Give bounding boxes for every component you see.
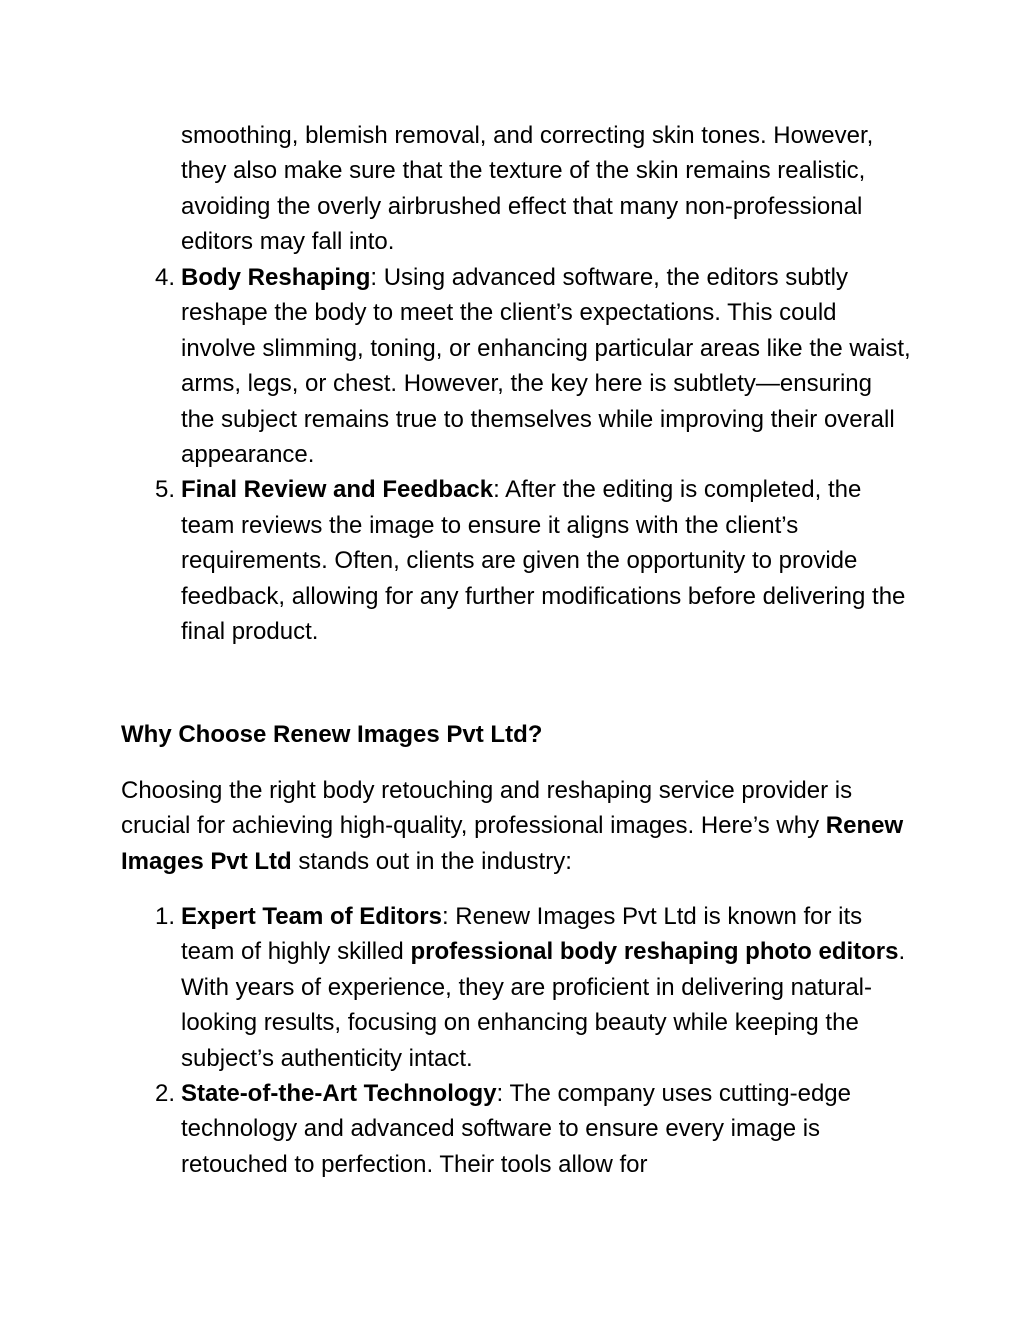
list-item xyxy=(154,260,911,472)
list-item-text: : After the editing is completed, the team reviews the image to ensure it aligns with the client’s requirements. Often, clients are given the opportunity to provide feedback, allowing for any further modifications before delivering the final product. xyxy=(181,476,906,646)
list-item-text-end: . With years of experience, they are proficient in delivering natural-looking results, focusing on enhancing beauty while keeping the subject’s authenticity intact. xyxy=(181,938,906,1072)
list-item xyxy=(154,899,911,1076)
list-item-text: : Renew Images Pvt Ltd is known for its team of highly skilled xyxy=(181,903,863,966)
list-item-title: Expert Team of Editors xyxy=(181,903,442,930)
list-item-text: : Using advanced software, the editors subtly reshape the body to meet the client’s expectations. This could involve slimming, toning, or enhancing particular areas like the waist, arms, legs, or chest. However, the key here is subtlety—ensuring the subject remains true to themselves while improving their overall appearance. xyxy=(181,264,911,469)
continuation-paragraph: smoothing, blemish removal, and correcting skin tones. However, they also make sure that the texture of the skin remains realistic, avoiding the overly airbrushed effect that many non-professional editors may fall into. xyxy=(181,122,874,256)
list-number: 5. xyxy=(154,476,175,504)
list-item xyxy=(154,1076,911,1182)
company-name: Renew Images Pvt Ltd xyxy=(121,812,904,875)
list-item-title: State-of-the-Art Technology xyxy=(181,1080,497,1108)
intro-text-end: stands out in the industry: xyxy=(291,847,572,875)
process-steps-list xyxy=(154,260,911,649)
reasons-list xyxy=(154,899,911,1182)
list-number: 2. xyxy=(154,1080,175,1108)
intro-text: Choosing the right body retouching and reshaping service provider is crucial for achieving high-quality, professional images. Here’s why xyxy=(121,777,853,840)
list-number: 4. xyxy=(154,264,175,291)
list-item-text: : The company uses cutting-edge technology and advanced software to ensure every image is retouched to perfection. Their tools allow for xyxy=(181,1080,851,1178)
list-item-title: Body Reshaping xyxy=(181,264,371,291)
section-heading: Why Choose Renew Images Pvt Ltd? xyxy=(121,721,543,748)
list-item-title: Final Review and Feedback xyxy=(181,476,494,504)
list-number: 1. xyxy=(154,903,175,930)
intro-paragraph xyxy=(121,773,911,879)
list-item xyxy=(154,472,911,649)
list-item-bold-phrase: professional body reshaping photo editors xyxy=(410,938,899,966)
